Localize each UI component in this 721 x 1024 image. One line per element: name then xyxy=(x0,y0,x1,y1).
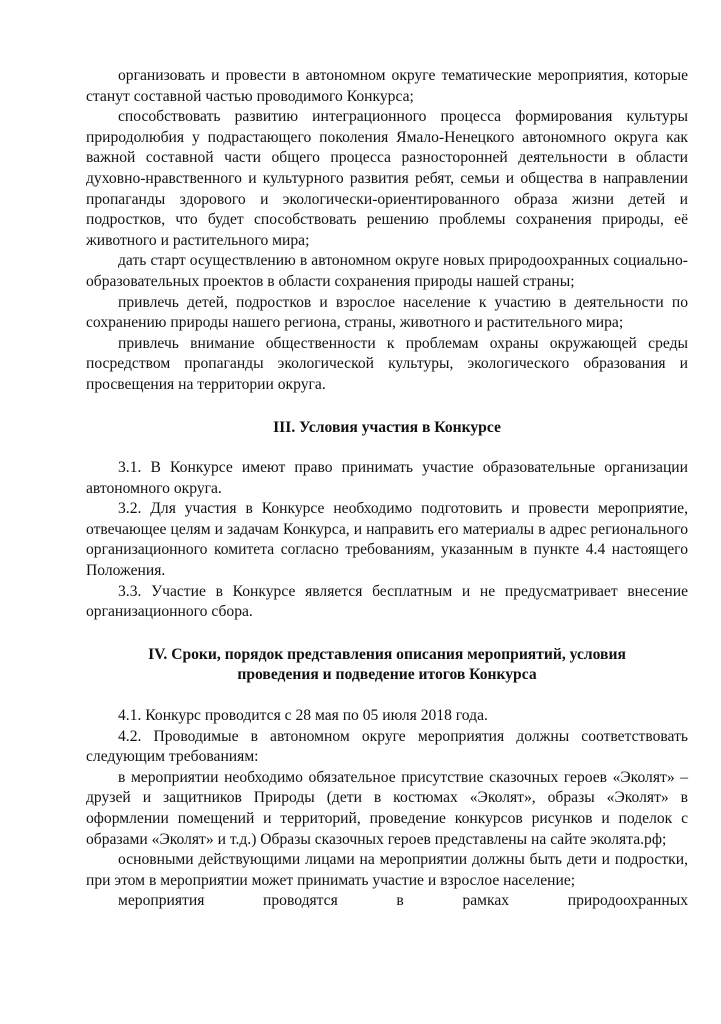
section-4-heading-line-2: проведения и подведение итогов Конкурса xyxy=(237,666,537,684)
paragraph-4-2: 4.2. Проводимые в автономном округе мероприятия должны соответствовать следующим требованиям: xyxy=(86,727,688,766)
paragraph-3-1: 3.1. В Конкурсе имеют право принимать участие образовательные организации автономного округа. xyxy=(86,459,688,497)
section-4-heading-line-1: IV. Сроки, порядок представления описания мероприятий, условия xyxy=(148,645,626,663)
paragraph-eколята-requirement: в мероприятии необходимо обязательное присутствие сказочных героев «Эколят» – друзей и защитников Природы (дети в костюмах «Эколят», образы «Эколят» в оформлении помещений и территорий, проведение конкурсов рисунков и поделок с образами «Эколят» и т.д.) Образы сказочных героев представлены на сайте эколята.рф; xyxy=(86,768,688,848)
paragraph-4-1: 4.1. Конкурс проводится с 28 мая по 05 июля 2018 года. xyxy=(118,707,488,725)
paragraph-participants: основными действующими лицами на мероприятии должны быть дети и подростки, при этом в мероприятии может принимать участие и взрослое население; xyxy=(86,851,688,889)
section-4-heading xyxy=(86,645,688,686)
paragraph-start-projects: дать старт осуществлению в автономном округе новых природоохранных социально-образовательных проектов в области сохранения природы нашей страны; xyxy=(86,252,688,290)
section-3-heading: III. Условия участия в Конкурсе xyxy=(273,418,501,436)
paragraph-attract-attention: привлечь внимание общественности к проблемам охраны окружающей среды посредством пропаганды экологической культуры, экологического образования и просвещения на территории округа. xyxy=(86,334,688,393)
paragraph-3-3: 3.3. Участие в Конкурсе является бесплатным и не предусматривает внесение организационного сбора. xyxy=(86,582,688,621)
paragraph-promote-integration: способствовать развитию интеграционного процесса формирования культуры природолюбия у подрастающего поколения Ямало-Ненецкого автономного округа как важной составной части общего процесса разносторонней деятельности в области духовно-нравственного и культурного развития ребят, семьи и общества в направлении пропаганды здорового и экологически-ориентированного образа жизни детей и подростков, что будет способствовать решению проблемы сохранения природы, её животного и растительного мира; xyxy=(86,108,688,249)
paragraph-involve-population: привлечь детей, подростков и взрослое население к участию в деятельности по сохранению природы нашего региона, страны, животного и растительного мира; xyxy=(86,293,688,332)
paragraph-organize-events: организовать и провести в автономном округе тематические мероприятия, которые станут составной частью проводимого Конкурса; xyxy=(86,67,688,105)
paragraph-events-framework: мероприятия проводятся в рамках природоохранных xyxy=(118,892,688,910)
paragraph-3-2: 3.2. Для участия в Конкурсе необходимо подготовить и провести мероприятие, отвечающее целям и задачам Конкурса, и направить его материалы в адрес регионального организационного комитета согласно требованиям, указанным в пункте 4.4 настоящего Положения. xyxy=(86,500,688,580)
document-page xyxy=(86,66,688,912)
